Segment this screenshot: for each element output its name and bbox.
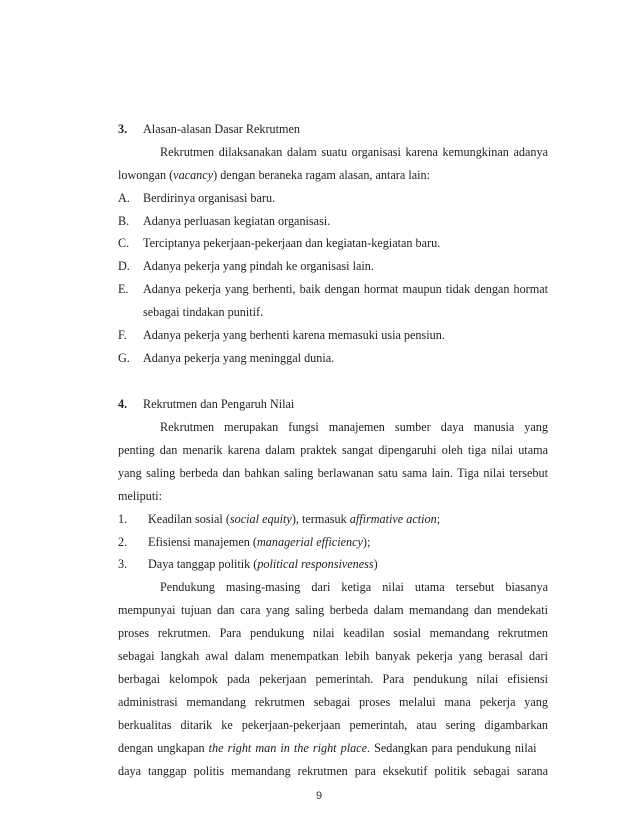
list-item: Adanya pekerja yang berhenti, baik dengan hormat maupun tidak dengan hormat [143, 282, 548, 296]
paragraph-line: Pendukung masing-masing dari ketiga nilai utama tersebut biasanya [160, 580, 548, 594]
paragraph-line: penting dan menarik karena dalam praktek sangat dipengaruhi oleh tiga nilai utama [118, 443, 548, 457]
list-item-continuation: sebagai tindakan punitif. [143, 305, 264, 319]
list-item: Adanya pekerja yang pindah ke organisasi lain. [143, 259, 374, 273]
section-3-intro-line-2: lowongan (vacancy) dengan beraneka ragam alasan, antara lain: [118, 168, 430, 182]
paragraph-line: administrasi memandang rekrutmen sebagai proses melalui mana pekerja yang [118, 695, 548, 709]
list-item-marker: G. [118, 351, 130, 365]
value-item: Efisiensi manajemen (managerial efficiency); [148, 535, 371, 549]
list-item-marker: F. [118, 328, 127, 342]
paragraph-line: Rekrutmen merupakan fungsi manajemen sumber daya manusia yang [160, 420, 548, 434]
paragraph-line: meliputi: [118, 489, 163, 503]
value-item-marker: 1. [118, 512, 128, 526]
list-item-marker: B. [118, 214, 130, 228]
section-3-intro-line-1: Rekrutmen dilaksanakan dalam suatu organisasi karena kemungkinan adanya [160, 145, 548, 159]
list-item-marker: D. [118, 259, 130, 273]
paragraph-line: berkualitas ditarik ke pekerjaan-pekerjaan pemerintah, atau sering digambarkan [118, 718, 548, 732]
list-item-marker: C. [118, 236, 130, 250]
paragraph-line: berbagai kelompok pada pekerjaan pemerintah. Para pendukung nilai efisiensi [118, 672, 548, 686]
list-item-marker: E. [118, 282, 129, 296]
paragraph-line: mempunyai tujuan dan cara yang saling berbeda dalam memandang dan mendekati [118, 603, 548, 617]
section-3-heading: Alasan-alasan Dasar Rekrutmen [143, 122, 301, 136]
paragraph-line: dengan ungkapan the right man in the right place. Sedangkan para pendukung nilai [118, 741, 537, 755]
section-3-number: 3. [118, 122, 128, 136]
value-item-marker: 3. [118, 557, 128, 571]
value-item: Keadilan sosial (social equity), termasuk affirmative action; [148, 512, 441, 526]
list-item-marker: A. [118, 191, 130, 205]
section-4-heading: Rekrutmen dan Pengaruh Nilai [143, 397, 295, 411]
paragraph-line: yang saling berbeda dan bahkan saling berlawanan satu sama lain. Tiga nilai tersebut [118, 466, 548, 480]
list-item: Adanya perluasan kegiatan organisasi. [143, 214, 331, 228]
paragraph-line: sebagai langkah awal dalam menempatkan lebih banyak pekerja yang berasal dari [118, 649, 548, 663]
section-4-number: 4. [118, 397, 128, 411]
list-item: Adanya pekerja yang meninggal dunia. [143, 351, 335, 365]
paragraph-line: proses rekrutmen. Para pendukung nilai keadilan sosial memandang rekrutmen [118, 626, 548, 640]
list-item: Terciptanya pekerjaan-pekerjaan dan kegiatan-kegiatan baru. [143, 236, 441, 250]
value-item: Daya tanggap politik (political responsiveness) [148, 557, 378, 571]
page-number: 9 [315, 790, 323, 802]
list-item: Berdirinya organisasi baru. [143, 191, 276, 205]
list-item: Adanya pekerja yang berhenti karena memasuki usia pensiun. [143, 328, 445, 342]
value-item-marker: 2. [118, 535, 128, 549]
paragraph-line: daya tanggap politis memandang rekrutmen para eksekutif politik sebagai sarana [118, 764, 548, 778]
